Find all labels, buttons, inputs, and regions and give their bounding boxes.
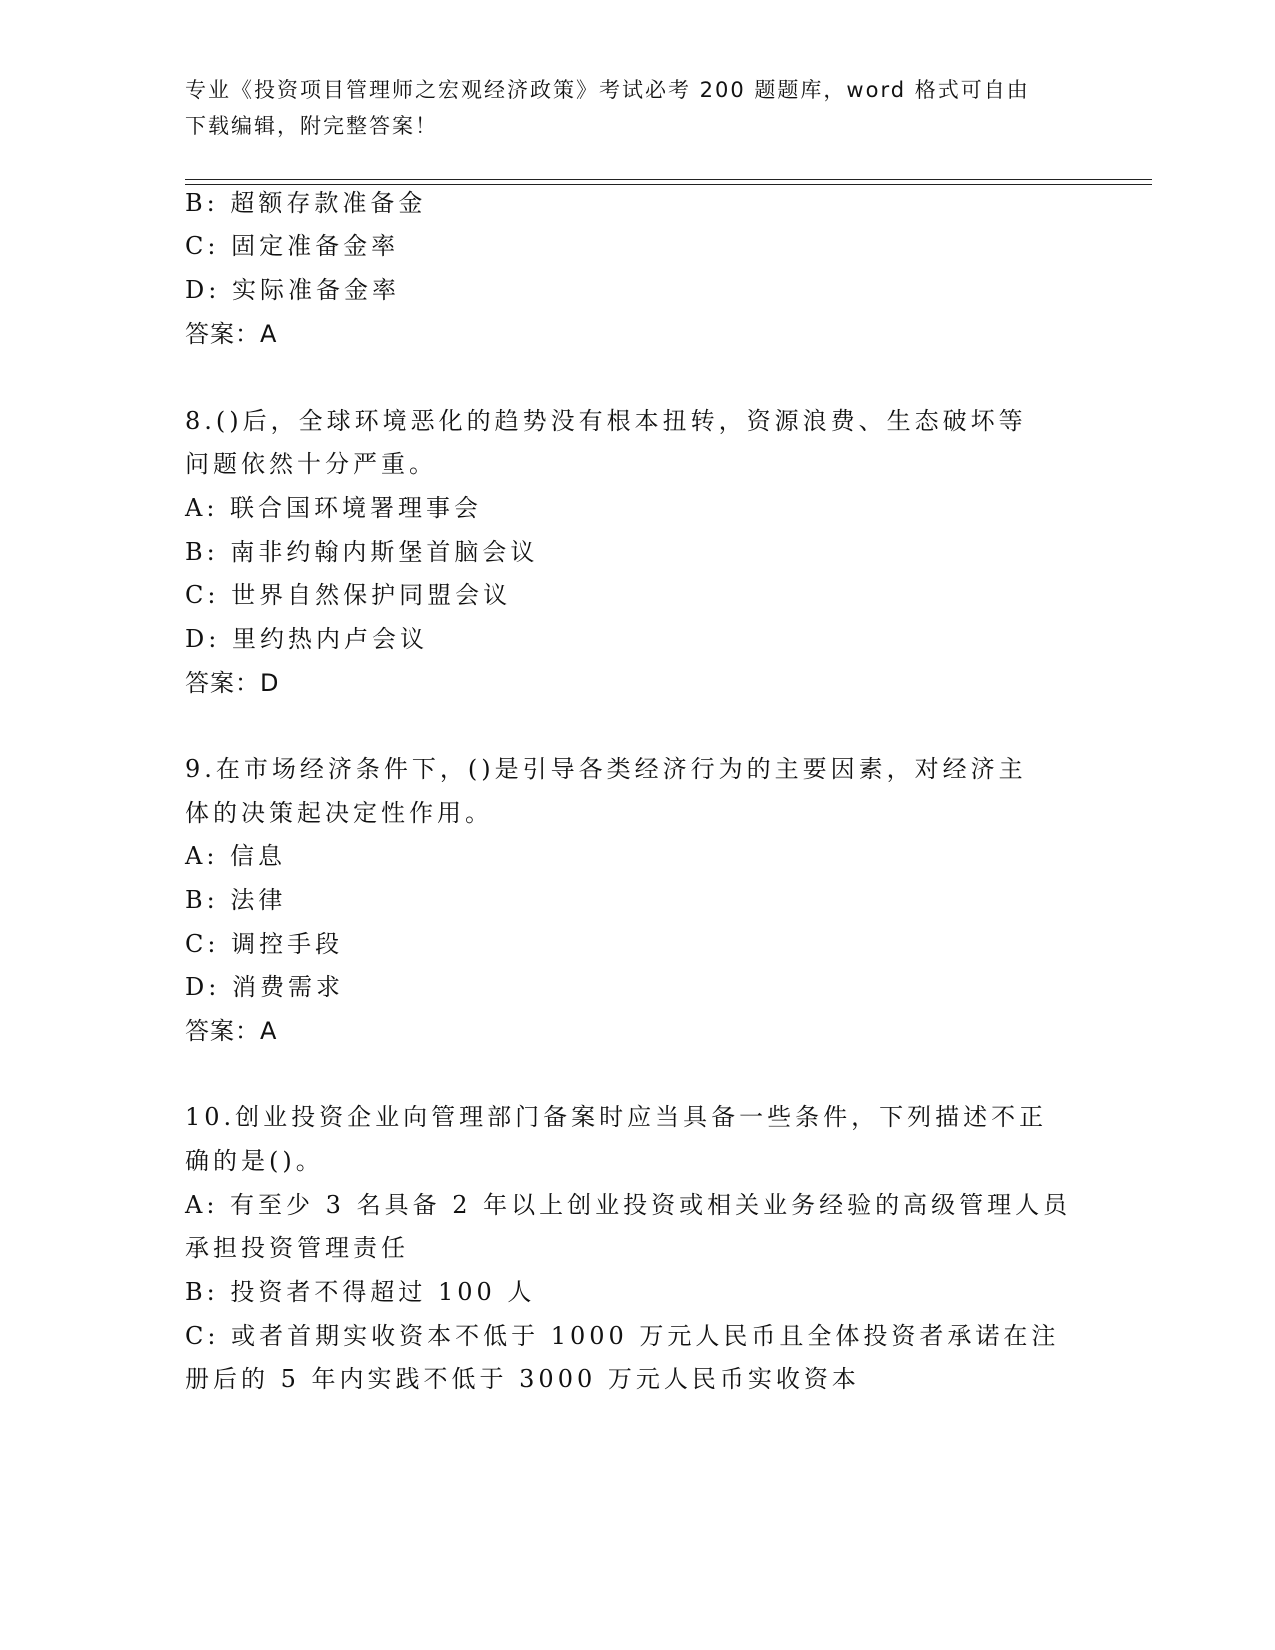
question-10-stem-line-2: 确的是()。 [185,1147,324,1175]
question-9-option-d: D: 消费需求 [185,973,344,1001]
question-8-option-c: C: 世界自然保护同盟会议 [185,581,512,609]
header-line-2: 下载编辑，附完整答案！ [185,114,438,138]
question-9-option-c: C: 调控手段 [185,930,344,958]
question-9-option-a: A: 信息 [185,842,287,870]
document-header [185,72,1065,144]
option-b: B: 超额存款准备金 [185,189,427,217]
question-8-option-a: A: 联合国环境署理事会 [185,494,483,522]
question-10-stem-line-1: 10.创业投资企业向管理部门备案时应当具备一些条件，下列描述不正 [185,1103,1048,1131]
question-8-option-d: D: 里约热内卢会议 [185,625,428,653]
question-8-answer: 答案：D [185,669,280,697]
question-9-stem-line-1: 9.在市场经济条件下，()是引导各类经济行为的主要因素，对经济主 [185,755,1027,783]
question-10-option-b: B: 投资者不得超过 100 人 [185,1278,536,1306]
question-8-option-b: B: 南非约翰内斯堡首脑会议 [185,538,539,566]
answer-line: 答案：A [185,320,278,348]
option-d: D: 实际准备金率 [185,276,400,304]
question-9-stem-line-2: 体的决策起决定性作用。 [185,799,493,827]
header-line-1: 专业《投资项目管理师之宏观经济政策》考试必考 200 题题库，word 格式可自由 [185,78,1030,102]
question-10-option-a-line-1: A: 有至少 3 名具备 2 年以上创业投资或相关业务经验的高级管理人员 [185,1191,1072,1219]
question-8-stem-line-1: 8.()后，全球环境恶化的趋势没有根本扭转，资源浪费、生态破坏等 [185,407,1027,435]
option-c: C: 固定准备金率 [185,232,400,260]
question-9-answer: 答案：A [185,1017,278,1045]
question-10-option-a-line-2: 承担投资管理责任 [185,1234,409,1262]
question-10-option-c-line-2: 册后的 5 年内实践不低于 3000 万元人民币实收资本 [185,1365,860,1393]
question-8-stem-line-2: 问题依然十分严重。 [185,450,437,478]
question-10-option-c-line-1: C: 或者首期实收资本不低于 1000 万元人民币且全体投资者承诺在注 [185,1322,1060,1350]
question-9-option-b: B: 法律 [185,886,287,914]
